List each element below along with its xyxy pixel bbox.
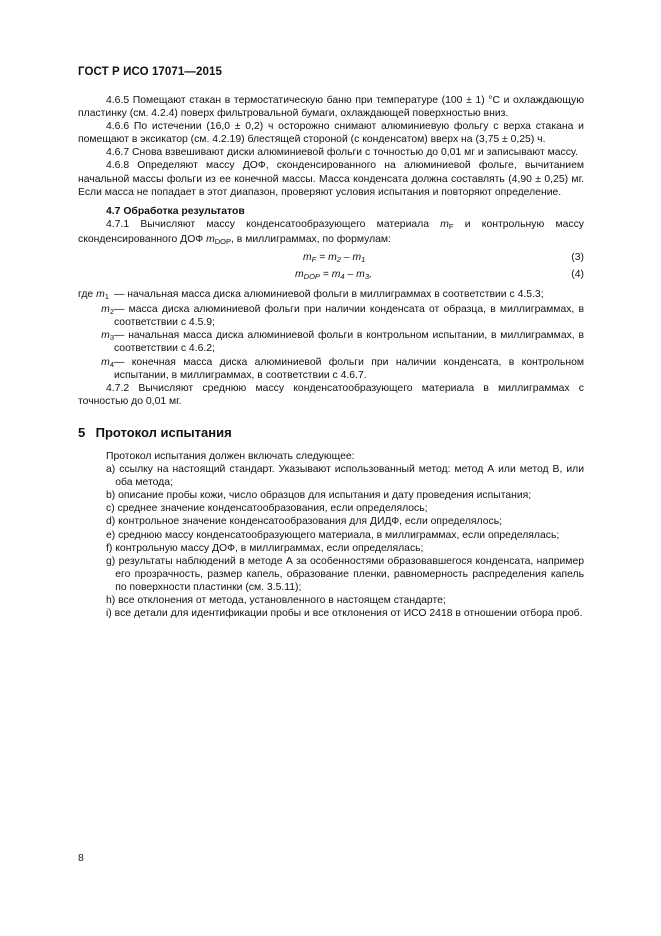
formula-4-rhs1: m bbox=[331, 269, 341, 281]
list-item-content: контрольную массу ДОФ, в миллиграммах, если определялась; bbox=[115, 542, 424, 554]
formula-4-number: (4) bbox=[571, 269, 584, 281]
formula-3-expression: $m_F = m_2 - m_1$ bbox=[303, 252, 366, 265]
definition-symbol-label bbox=[78, 329, 114, 355]
section-number: 5 bbox=[78, 424, 86, 440]
definition-symbol: m bbox=[101, 304, 110, 316]
formula-3 bbox=[78, 249, 584, 265]
list-item bbox=[78, 542, 584, 555]
symbol-mDOP: m bbox=[206, 233, 215, 245]
definition-symbol-label bbox=[78, 303, 114, 329]
definition-row bbox=[78, 356, 584, 382]
list-item-label: g) bbox=[106, 555, 116, 567]
list-item bbox=[78, 489, 584, 502]
formula-4-rhs2: m bbox=[356, 269, 365, 281]
list-item-label: f) bbox=[106, 542, 113, 554]
list-item bbox=[78, 529, 584, 542]
definition-text: — масса диска алюминиевой фольги при наличии конденсата от образца, в миллиграммах, в соответствии с 4.5.9; bbox=[114, 304, 584, 329]
symbol-mF: m bbox=[440, 218, 449, 230]
formula-3-lhs-sub: F bbox=[311, 255, 317, 265]
paragraph-4-6-7: 4.6.7 Снова взвешивают диски алюминиевой фольги с точностью до 0,01 мг и записывают массу. bbox=[106, 147, 578, 159]
list-item bbox=[78, 502, 584, 515]
list-item-content: контрольное значение конденсатообразования для ДИДФ, если определялось; bbox=[118, 516, 503, 528]
list-item-text bbox=[115, 502, 584, 515]
list-item bbox=[78, 515, 584, 528]
definition-symbol: m bbox=[96, 289, 105, 301]
section-title: Протокол испытания bbox=[95, 424, 232, 440]
list-item-label: b) bbox=[106, 490, 116, 502]
list-item bbox=[78, 555, 584, 594]
formula-4-lhs: m bbox=[295, 269, 304, 281]
definition-symbol-sub: 3 bbox=[109, 333, 114, 343]
list-item-label: a) bbox=[106, 464, 116, 476]
formula-3-lhs: m bbox=[303, 252, 312, 264]
formula-4-expression: $m_{DOP} = m_4 - m_3$, bbox=[295, 269, 372, 282]
formula-4-rhs2-sub: 3 bbox=[364, 272, 369, 282]
definition-row bbox=[78, 288, 584, 303]
page-number: 8 bbox=[78, 853, 84, 864]
list-item-text bbox=[115, 489, 584, 502]
definition-symbol-label bbox=[78, 356, 114, 382]
definition-text: — начальная масса диска алюминиевой фольги в миллиграммах в соответствии с 4.5.3; bbox=[114, 289, 544, 301]
list-item-content: среднее значение конденсатообразования, если определялось; bbox=[117, 503, 428, 515]
list-item bbox=[78, 463, 584, 489]
list-item-content: все отклонения от метода, установленного в настоящем стандарте; bbox=[118, 595, 446, 606]
definition-intro-label bbox=[78, 288, 114, 303]
list-item-text bbox=[115, 529, 584, 542]
formula-3-rhs2: m bbox=[352, 252, 362, 264]
list-item-label: e) bbox=[106, 529, 116, 541]
paragraph-4-6-8: 4.6.8 Определяют массу ДОФ, сконденсированного на алюминиевой фольге, вычитанием начальной массы фольги из ее конечной массы. Масса конденсата должна составлять (4,90 ± 0,25) мг. Если масса не попадает в этот диапазон, проверяют условия испытания и повторяют определение. bbox=[78, 160, 584, 198]
list-item-label: c) bbox=[106, 503, 115, 515]
formula-3-rhs1-sub: 2 bbox=[336, 255, 341, 265]
document-header: ГОСТ Р ИСО 17071—2015 bbox=[78, 66, 223, 78]
page-content bbox=[78, 94, 584, 620]
list-item-text bbox=[112, 607, 584, 620]
list-item bbox=[78, 594, 584, 607]
list-item-content: ссылку на настоящий стандарт. Указывают использованный метод: метод А или метод В, или оба метода; bbox=[115, 464, 584, 489]
symbol-mDOP-sub: DOP bbox=[214, 236, 232, 246]
section-heading-5 bbox=[78, 426, 584, 439]
list-item-text bbox=[112, 542, 584, 555]
definition-text: — начальная масса диска алюминиевой фольги в контрольном испытании, в миллиграммах, в соответствии с 4.6.2; bbox=[114, 330, 584, 355]
definition-symbol: m bbox=[101, 356, 110, 368]
list-item-label: i) bbox=[106, 608, 112, 620]
list-item-content: описание пробы кожи, число образцов для испытания и дату проведения испытания; bbox=[118, 490, 532, 502]
list-item-label: d) bbox=[106, 516, 116, 528]
list-item bbox=[78, 607, 584, 620]
where-intro: где bbox=[78, 289, 94, 301]
definition-row bbox=[78, 303, 584, 329]
paragraph-4-7-1 bbox=[78, 218, 584, 248]
paragraph-4-6-5: 4.6.5 Помещают стакан в термостатическую баню при температуре (100 ± 1) °С и охлаждающую пластинку (см. 4.2.4) поверх фильтровальной бумаги, охлаждающей поверхностью вниз. bbox=[78, 95, 584, 120]
formula-3-rhs2-sub: 1 bbox=[361, 255, 366, 265]
definition-symbol-sub: 1 bbox=[104, 292, 109, 302]
definition-symbol-sub: 4 bbox=[109, 359, 114, 369]
list-item-text bbox=[115, 515, 584, 528]
definition-row bbox=[78, 329, 584, 355]
definition-text: — конечная масса диска алюминиевой фольги при наличии конденсата, в контрольном испытании, в миллиграммах, в соответствии с 4.6.7. bbox=[114, 356, 584, 381]
paragraph-4-7-1-part2: и контрольную массу сконденсированного ДОФ bbox=[78, 218, 584, 245]
formula-4-lhs-sub: DOP bbox=[303, 272, 320, 282]
symbol-definitions bbox=[78, 288, 584, 382]
definition-symbol: m bbox=[101, 330, 110, 342]
list-item-text bbox=[115, 555, 584, 594]
formula-4-rhs1-sub: 4 bbox=[340, 272, 345, 282]
list-item-text bbox=[115, 463, 584, 489]
paragraph-4-7-2: 4.7.2 Вычисляют среднюю массу конденсатообразующего материала в миллиграммах с точностью до 0,01 мг. bbox=[78, 382, 584, 407]
paragraph-4-6-6: 4.6.6 По истечении (16,0 ± 0,2) ч осторожно снимают алюминиевую фольгу с верха стакана и помещают в эксикатор (см. 4.2.19) блестящей стороной (с конденсатом) вверх на (3,75 ± 0,25) ч. bbox=[78, 121, 584, 146]
paragraph-4-7-1-part1: 4.7.1 Вычисляют массу конденсатообразующего материала bbox=[106, 218, 441, 230]
list-item-text bbox=[115, 594, 584, 607]
paragraph-4-7-1-part3: , в миллиграммах, по формулам: bbox=[231, 233, 391, 245]
formula-3-number: (3) bbox=[571, 252, 584, 264]
definition-symbol-sub: 2 bbox=[109, 307, 114, 317]
list-item-label: h) bbox=[106, 595, 116, 606]
list-item-content: результаты наблюдений в методе А за особенностями образовавшегося конденсата, например его прозрачность, размер капель, образование пленки, равномерность распределения капель по поверхности пластинки (см. 3.5.11); bbox=[115, 555, 584, 593]
formula-4 bbox=[78, 266, 584, 282]
section-5-intro: Протокол испытания должен включать следующее: bbox=[106, 450, 355, 462]
formula-3-rhs1: m bbox=[328, 252, 337, 264]
list-item-content: все детали для идентификации пробы и все отклонения от ИСО 2418 в отношении отбора проб. bbox=[114, 608, 583, 620]
subsection-heading-4-7: 4.7 Обработка результатов bbox=[106, 205, 245, 217]
list-item-content: среднюю массу конденсатообразующего материала, в миллиграммах, если определялась; bbox=[118, 529, 560, 541]
symbol-mF-sub: F bbox=[448, 221, 454, 231]
